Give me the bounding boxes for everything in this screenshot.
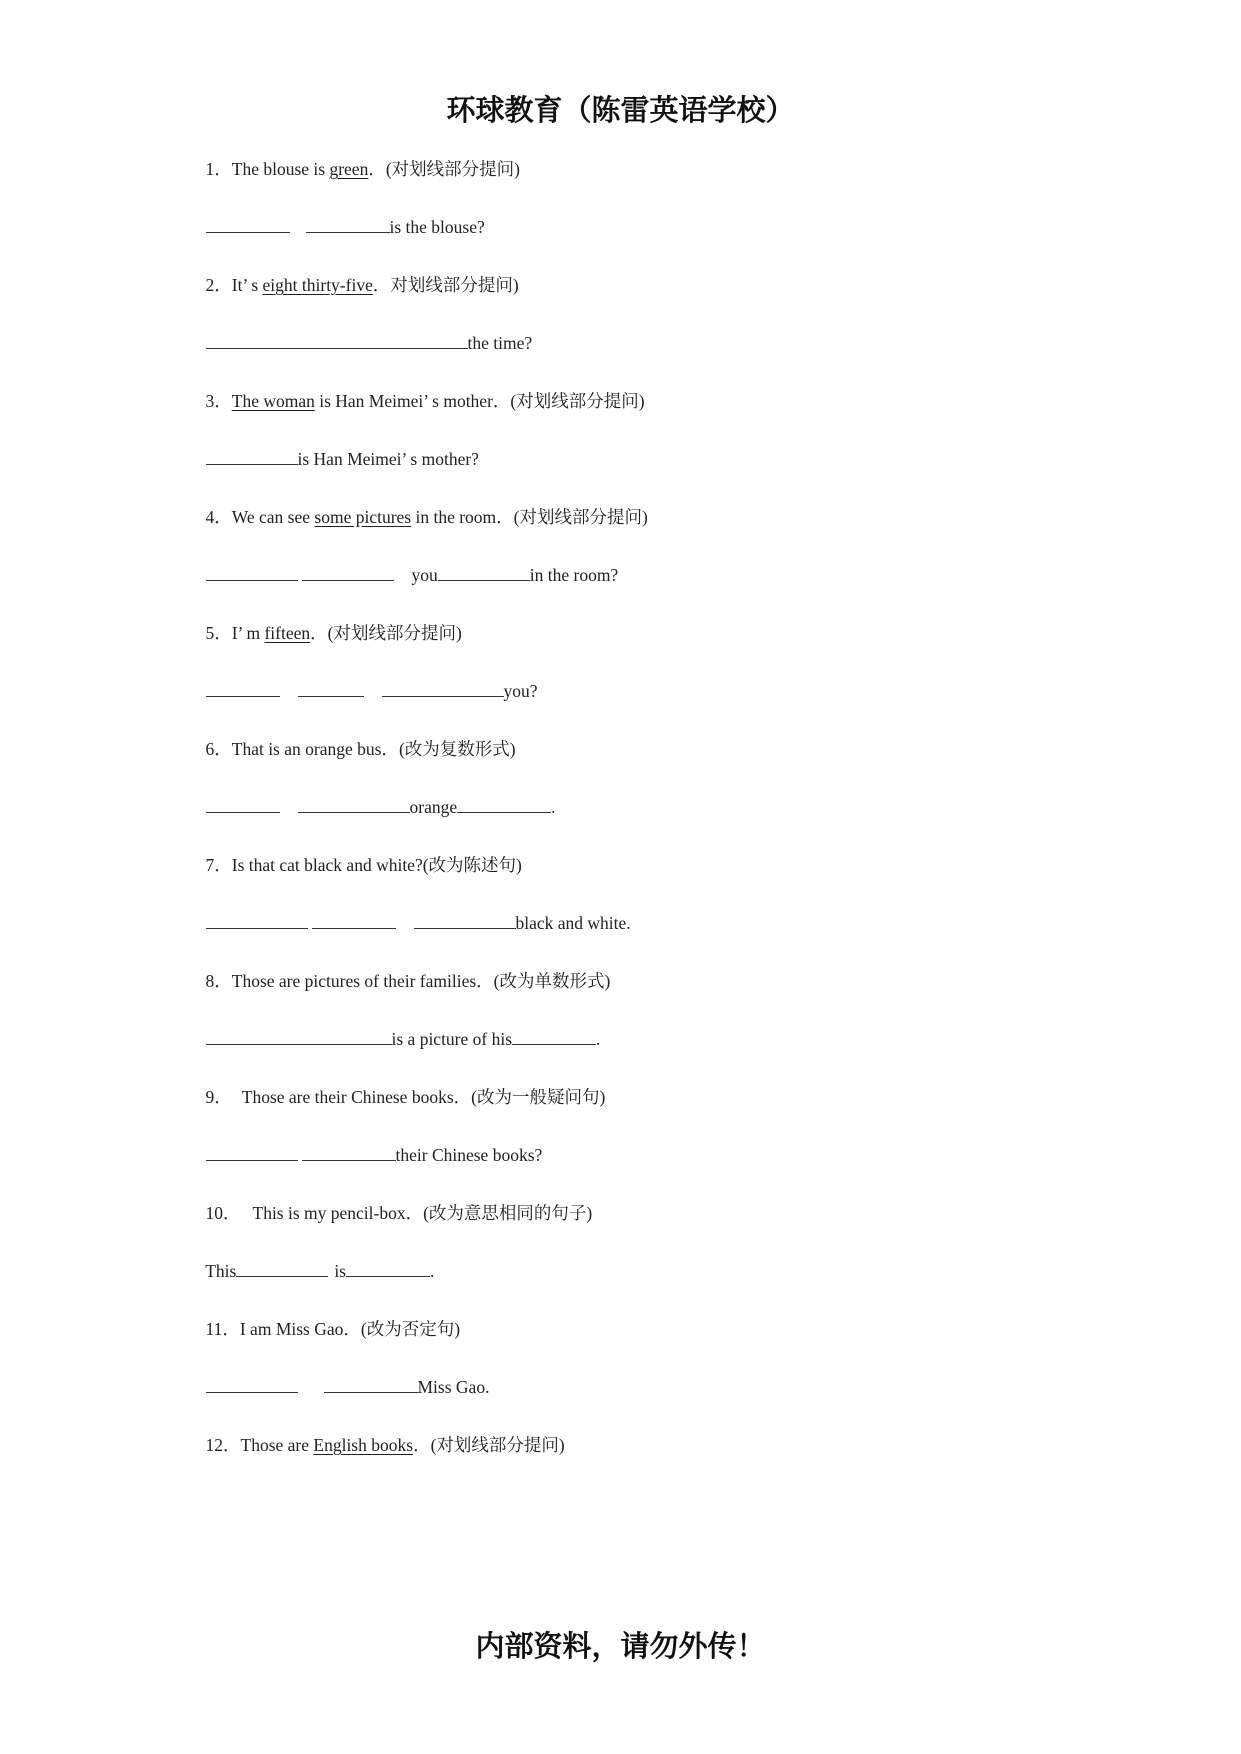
underlined-part: eight thirty-five [262, 275, 373, 295]
question-4: 4．We can see some pictures in the room．(对划线部分提问) [205, 507, 648, 527]
instruction: (对划线部分提问) [513, 507, 648, 527]
question-10: 10． This is my pencil-box．(改为意思相同的句子) [205, 1203, 593, 1223]
instruction: (改为一般疑问句) [471, 1087, 606, 1107]
instruction: (改为单数形式) [493, 971, 611, 991]
answer-blank[interactable] [206, 1028, 392, 1045]
instruction: (改为否定句) [360, 1319, 461, 1339]
answer-blank[interactable] [312, 912, 396, 929]
question-8: 8．Those are pictures of their families．(改为单数形式) [205, 971, 611, 991]
instruction: (对划线部分提问) [430, 1435, 565, 1455]
answer-blank[interactable] [298, 680, 364, 697]
page-title: 环球教育（陈雷英语学校） [446, 93, 795, 127]
answer-line-6: orange . [188, 774, 556, 840]
answer-blank[interactable] [206, 216, 290, 233]
answer-blank[interactable] [206, 796, 280, 813]
answer-line-11: Miss Gao. [188, 1354, 489, 1420]
page-footer: 内部资料，请勿外传！ [475, 1629, 766, 1663]
answer-blank[interactable] [324, 1376, 418, 1393]
instruction: (改为意思相同的句子) [423, 1203, 593, 1223]
answer-blank[interactable] [302, 564, 394, 581]
answer-blank[interactable] [438, 564, 530, 581]
answer-line-7: black and white. [188, 890, 631, 956]
question-5: 5．I’ m fifteen．(对划线部分提问) [205, 623, 462, 643]
underlined-part: green [329, 159, 369, 179]
answer-blank[interactable] [512, 1028, 596, 1045]
answer-blank[interactable] [457, 796, 551, 813]
answer-blank[interactable] [206, 1376, 298, 1393]
answer-blank[interactable] [382, 680, 504, 697]
instruction: (改为复数形式) [398, 739, 516, 759]
instruction: (对划线部分提问) [510, 391, 645, 411]
underlined-part: English books [313, 1435, 414, 1455]
question-11: 11．I am Miss Gao．(改为否定句) [205, 1319, 461, 1339]
answer-blank[interactable] [302, 1144, 396, 1161]
answer-line-2: the time? [188, 310, 532, 376]
instruction: (对划线部分提问) [385, 159, 520, 179]
question-6: 6．That is an orange bus．(改为复数形式) [205, 739, 516, 759]
instruction: (对划线部分提问) [327, 623, 462, 643]
instruction: (改为陈述句) [422, 855, 522, 875]
answer-blank[interactable] [206, 332, 468, 349]
underlined-part: The woman [231, 391, 315, 411]
answer-line-4: you in the room? [188, 542, 618, 608]
question-12: 12．Those are English books．(对划线部分提问) [205, 1435, 565, 1455]
question-7: 7．Is that cat black and white?(改为陈述句) [205, 855, 522, 875]
answer-blank[interactable] [206, 1144, 298, 1161]
answer-blank[interactable] [206, 564, 298, 581]
answer-line-9: their Chinese books? [188, 1122, 542, 1188]
answer-blank[interactable] [206, 680, 280, 697]
underlined-part: fifteen [264, 623, 311, 643]
question-2: 2．It’ s eight thirty-five．对划线部分提问) [205, 275, 519, 295]
answer-line-5: you? [188, 658, 538, 724]
answer-blank[interactable] [236, 1260, 328, 1277]
question-3: 3．The woman is Han Meimei’ s mother．(对划线部分提问) [205, 391, 645, 411]
question-1: 1．The blouse is green．(对划线部分提问) [205, 159, 520, 179]
answer-blank[interactable] [346, 1260, 430, 1277]
underlined-part: some pictures [314, 507, 412, 527]
answer-line-3: is Han Meimei’ s mother? [188, 426, 479, 492]
instruction: 对划线部分提问) [390, 275, 519, 295]
answer-blank[interactable] [298, 796, 410, 813]
question-9: 9． Those are their Chinese books．(改为一般疑问句) [205, 1087, 606, 1107]
answer-blank[interactable] [306, 216, 390, 233]
answer-line-8: is a picture of his . [188, 1006, 600, 1072]
answer-line-10: This is . [205, 1261, 435, 1281]
answer-blank[interactable] [414, 912, 516, 929]
answer-blank[interactable] [206, 448, 298, 465]
answer-blank[interactable] [206, 912, 308, 929]
answer-line-1: is the blouse? [188, 194, 485, 260]
